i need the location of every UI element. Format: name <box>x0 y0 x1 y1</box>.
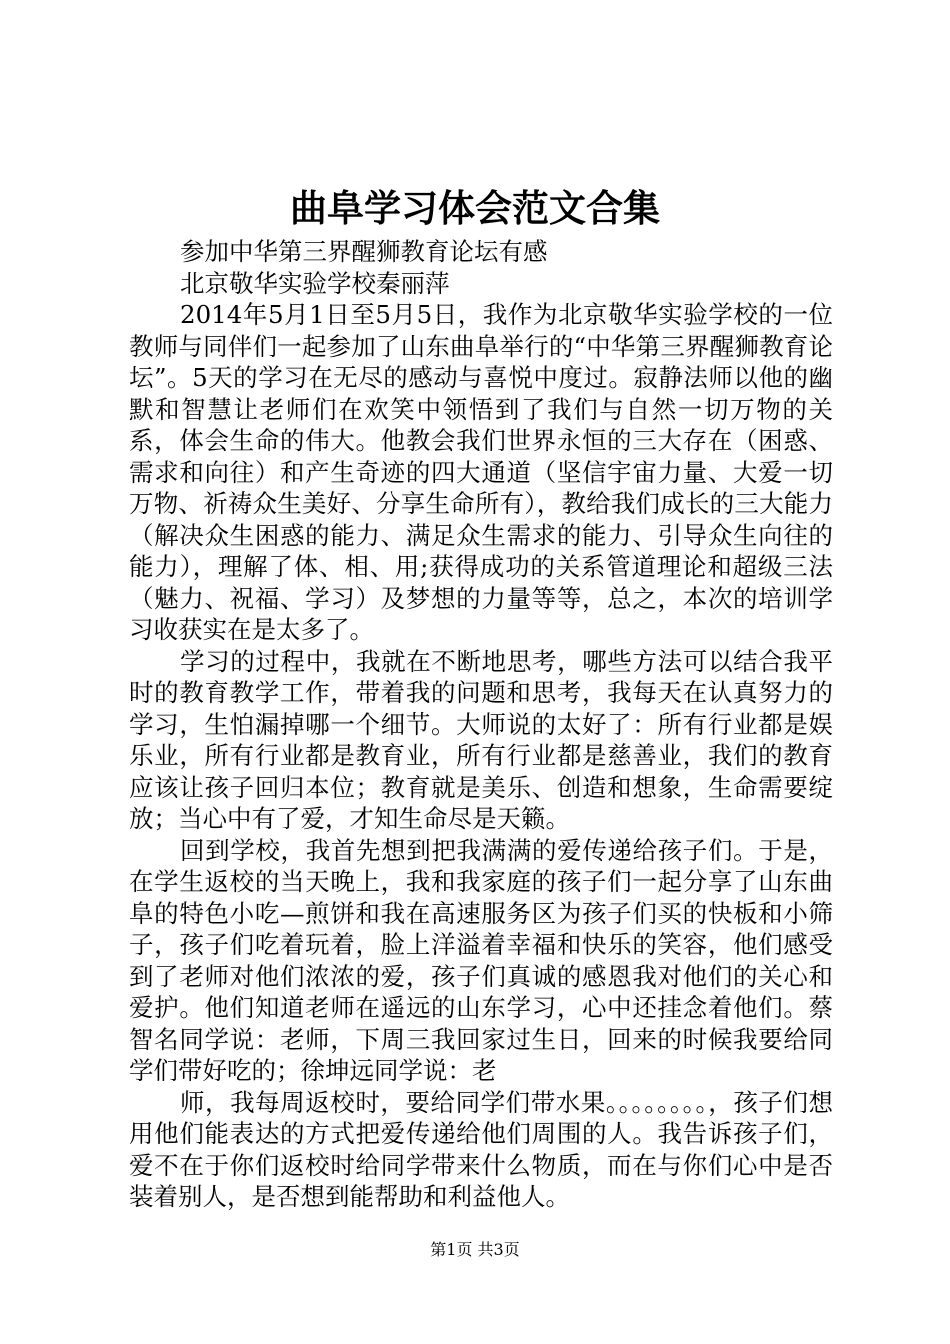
paragraph-subtitle: 参加中华第三界醒狮教育论坛有感 <box>180 237 548 266</box>
paragraph-1: 2014年5月1日至5月5日，我作为北京敬华实验学校的一位教师与同伴们一起参加了山东曲阜举行的“中华第三界醒狮教育论坛”。5天的学习在无尽的感动与喜悦中度过。寂静法师以他的幽默和智慧让老师们在欢笑中领悟到了我们与自然一切万物的关系，体会生命的伟大。他教会我们世界永恒的三大存在（困惑、需求和向往）和产生奇迹的四大通道（坚信宇宙力量、大爱一切万物、祈祷众生美好、分享生命所有），教给我们成长的三大能力（解决众生困惑的能力、满足众生需求的能力、引导众生向往的能力），理解了体、相、用;获得成功的关系管道理论和超级三法（魅力、祝福、学习）及梦想的力量等等，总之，本次的培训学习收获实在是太多了。 <box>129 300 833 644</box>
paragraph-author: 北京敬华实验学校秦丽萍 <box>180 268 450 298</box>
paragraph-4: 师，我每周返校时，要给同学们带水果。。。。。。。。，孩子们想用他们能表达的方式把爱传递给他们周围的人。我告诉孩子们，爱不在于你们返校时给同学带来什么物质，而在与你们心中是否装着别人，是否想到能帮助和利益他人。 <box>129 1087 833 1211</box>
page-footer: 第1页 共3页 <box>430 1240 520 1259</box>
paragraph-3: 回到学校，我首先想到把我满满的爱传递给孩子们。于是，在学生返校的当天晚上，我和我家庭的孩子们一起分享了山东曲阜的特色小吃—煎饼和我在高速服务区为孩子们买的快板和小筛子，孩子们吃着玩着，脸上洋溢着幸福和快乐的笑容，他们感受到了老师对他们浓浓的爱，孩子们真诚的感恩我对他们的关心和爱护。他们知道老师在遥远的山东学习，心中还挂念着他们。蔡智名同学说：老师，下周三我回家过生日，回来的时候我要给同学们带好吃的；徐坤远同学说：老 <box>129 835 833 1085</box>
document-body <box>129 236 833 1213</box>
document-title: 曲阜学习体会范文合集 <box>290 186 660 230</box>
paragraph-2: 学习的过程中，我就在不断地思考，哪些方法可以结合我平时的教育教学工作，带着我的问题和思考，我每天在认真努力的学习，生怕漏掉哪一个细节。大师说的太好了：所有行业都是娱乐业，所有行业都是教育业，所有行业都是慈善业，我们的教育应该让孩子回归本位；教育就是美乐、创造和想象，生命需要绽放；当心中有了爱，才知生命尽是天籁。 <box>129 646 833 833</box>
